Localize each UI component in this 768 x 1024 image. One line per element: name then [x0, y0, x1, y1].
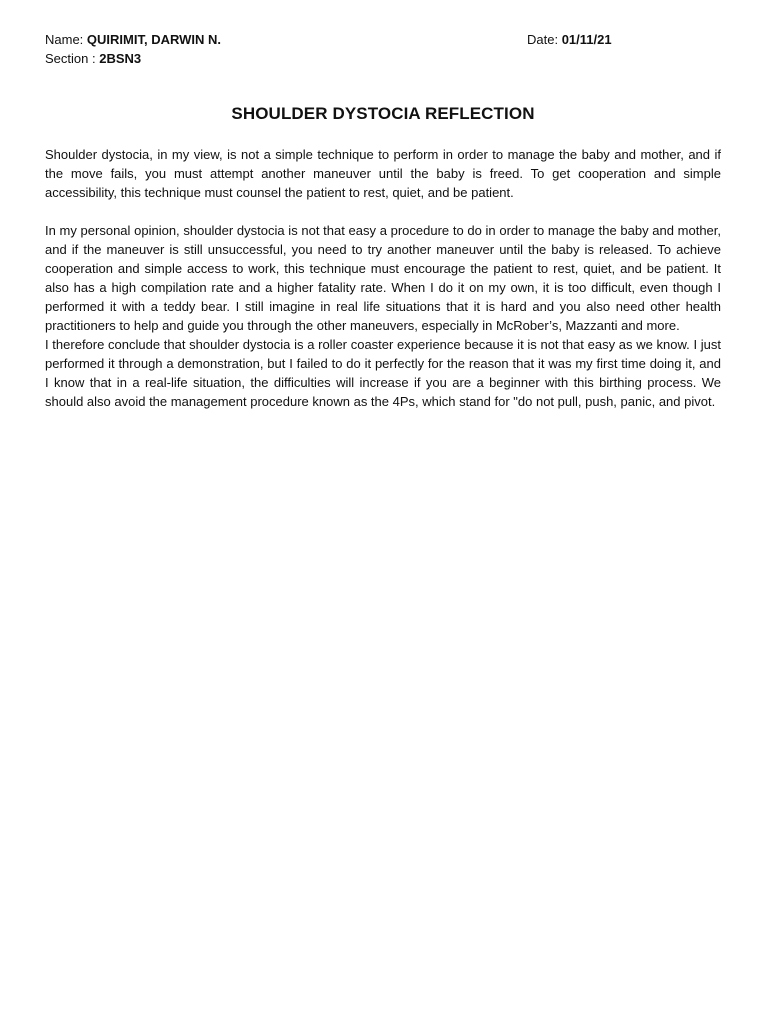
date-label: Date:	[527, 32, 559, 47]
name-label: Name:	[45, 32, 84, 47]
section-value: 2BSN3	[99, 51, 142, 66]
paragraph-3: I therefore conclude that shoulder dystocia is a roller coaster experience because it is not that easy as we know. I just performed it through a demonstration, but I failed to do it perfectly for the reason that it was my first time doing it, and I know that in a real-life situation, the difficulties will increase if you are a beginner with this birthing process. We should also avoid the management procedure known as the 4Ps, which stand for "do not pull, push, panic, and pivot.	[45, 337, 721, 409]
document-header	[45, 30, 721, 68]
paragraph-2: In my personal opinion, shoulder dystocia is not that easy a procedure to do in order to manage the baby and mother, and if the maneuver is still unsuccessful, you need to try another maneuver until the baby is released. To achieve cooperation and simple access to work, this technique must encourage the patient to rest, quiet, and be patient. It also has a high compilation rate and a higher fatality rate. When I do it on my own, it is too difficult, even though I performed it with a teddy bear. I still imagine in real life situations that it is hard and you also need other health practitioners to help and guide you through the other maneuvers, especially in McRober’s, Mazzanti and more.	[45, 223, 721, 333]
document-title: SHOULDER DYSTOCIA REFLECTION	[231, 104, 535, 123]
name-date-row	[45, 30, 721, 49]
section-row	[45, 49, 721, 68]
section-label: Section :	[45, 51, 96, 66]
date-value: 01/11/21	[561, 32, 612, 47]
name-field	[45, 32, 221, 47]
document-body	[45, 145, 721, 411]
name-value: QUIRIMIT, DARWIN N.	[86, 32, 222, 47]
paragraph-1: Shoulder dystocia, in my view, is not a simple technique to perform in order to manage the baby and mother, and if the move fails, you must attempt another maneuver until the baby is freed. To get cooperation and simple accessibility, this technique must counsel the patient to rest, quiet, and be patient.	[45, 147, 721, 200]
date-field	[527, 30, 612, 49]
